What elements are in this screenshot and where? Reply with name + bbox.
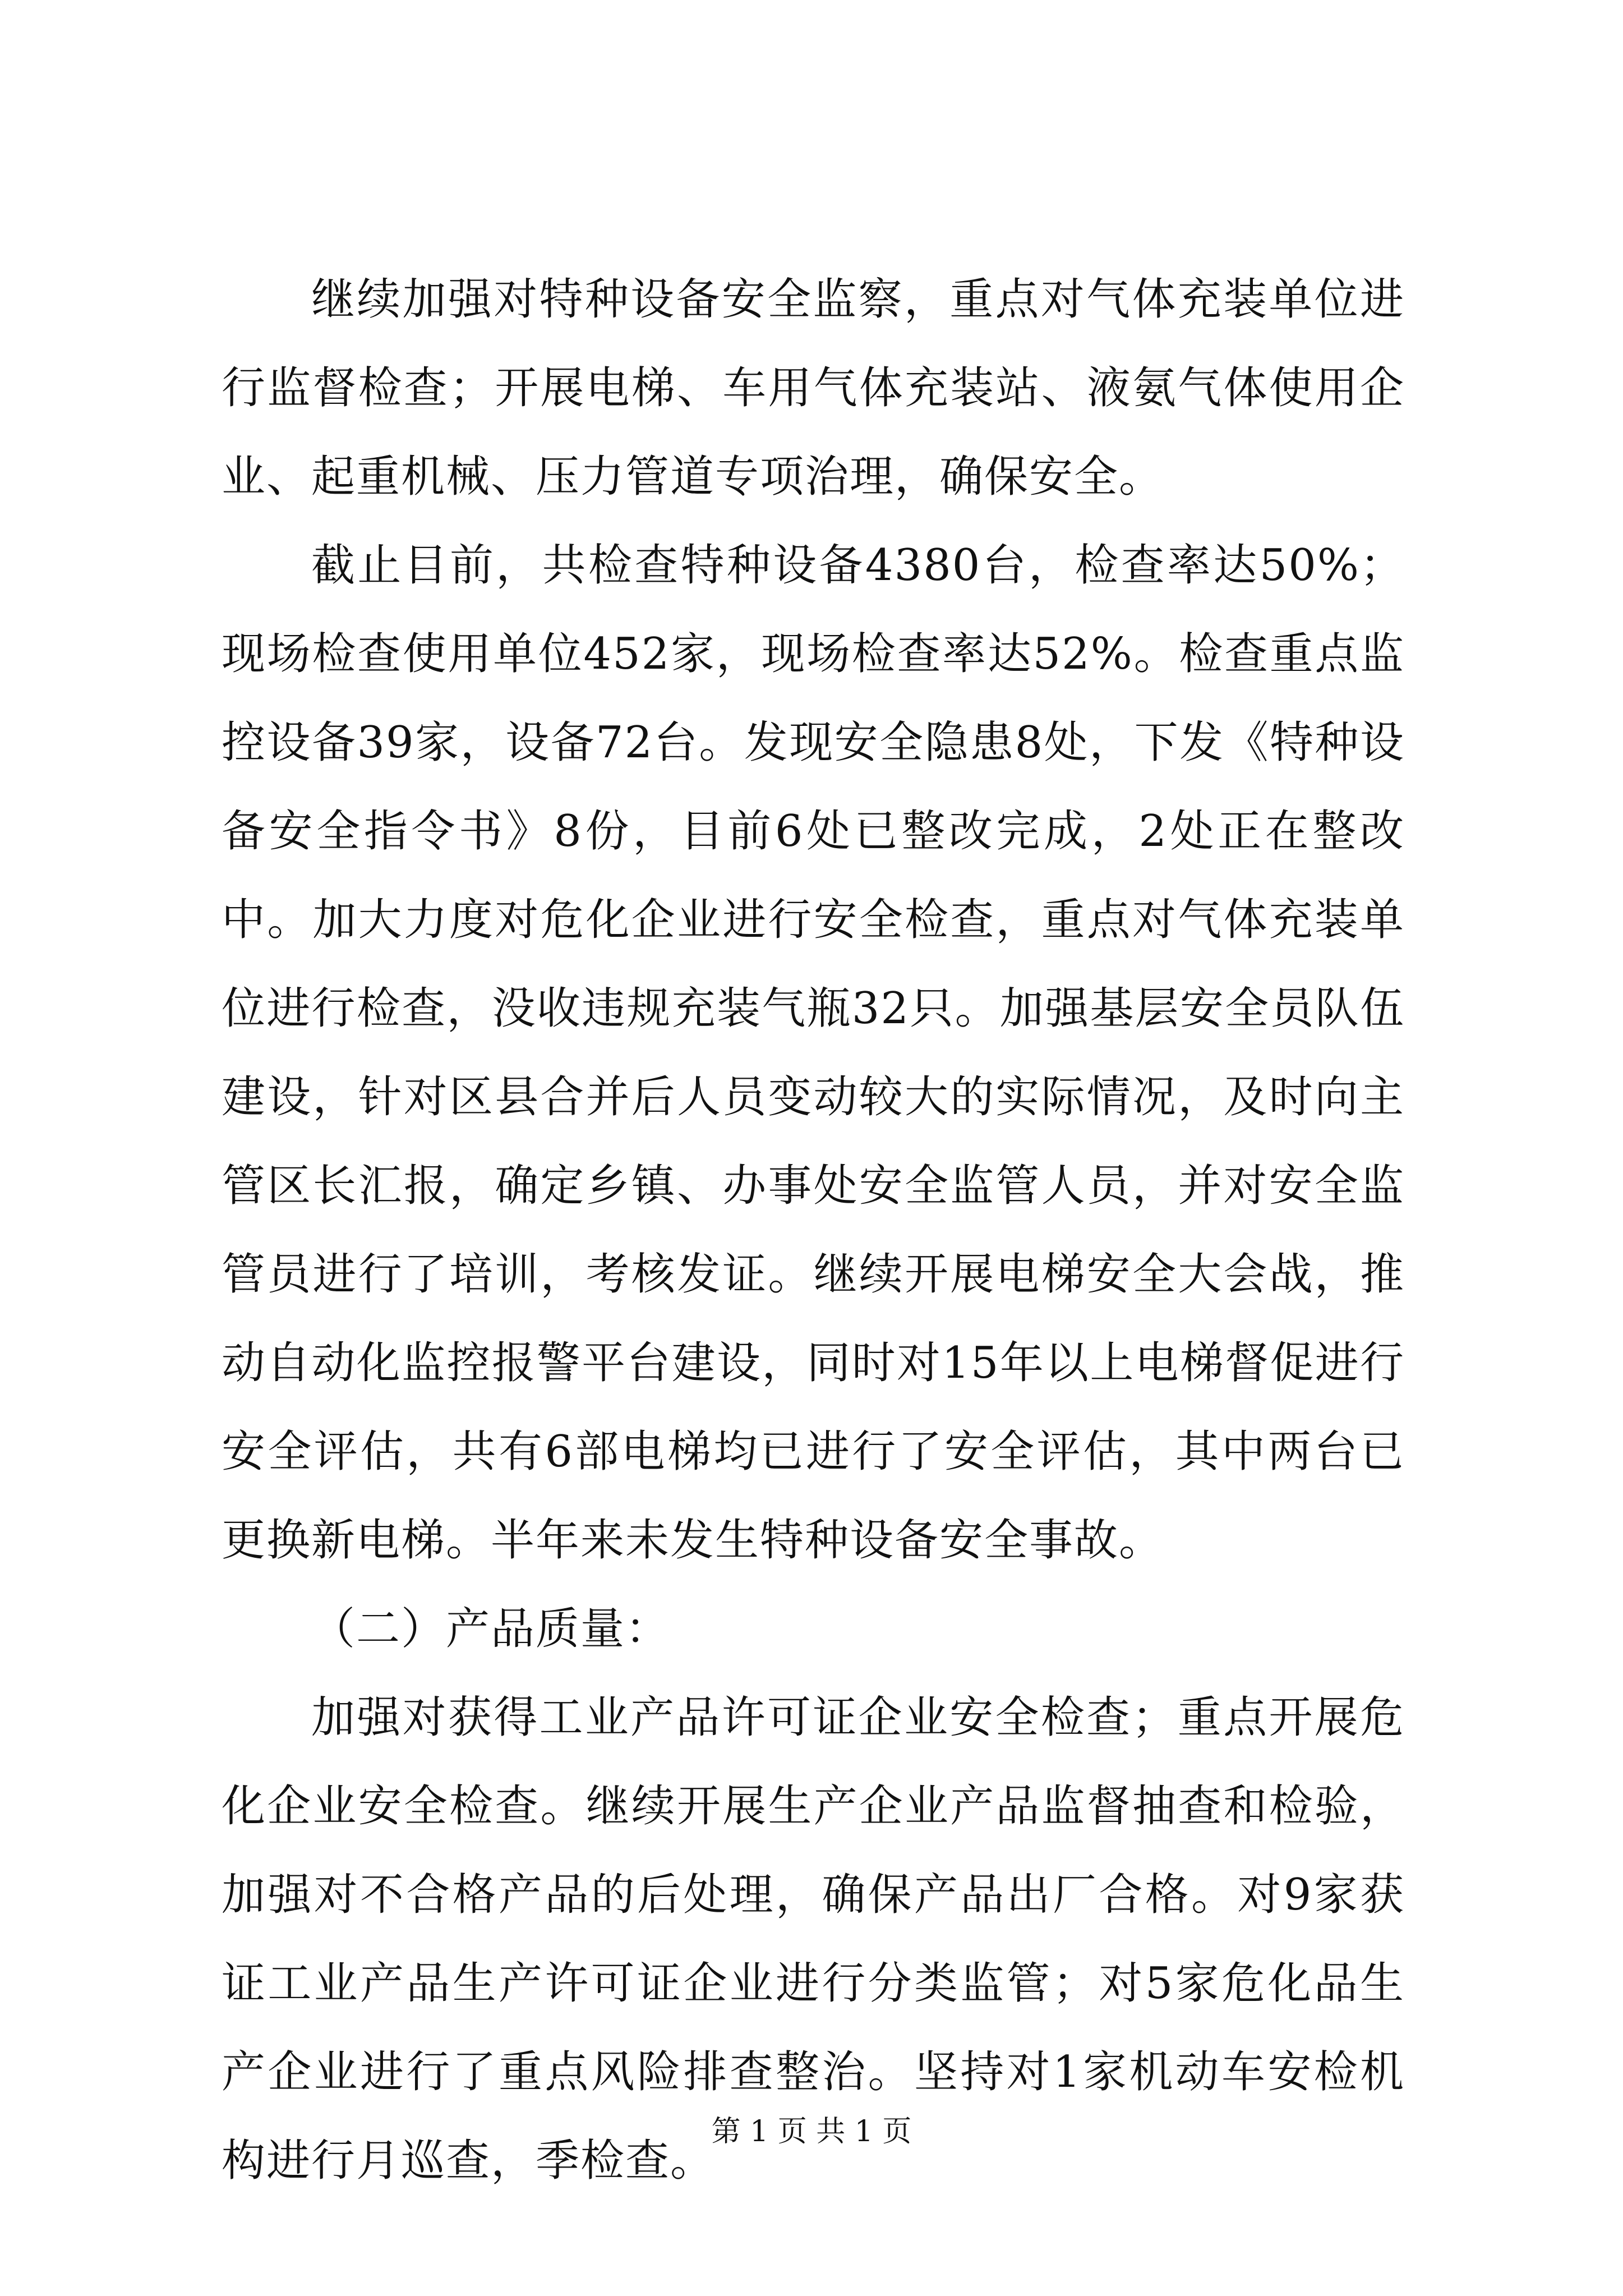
paragraph-special-equipment-supervision: 继续加强对特种设备安全监察，重点对气体充装单位进行监督检查；开展电梯、车用气体充装站、液氨气体使用企业、起重机械、压力管道专项治理，确保安全。 xyxy=(222,274,1405,502)
paragraph-product-quality: 加强对获得工业产品许可证企业安全检查；重点开展危化企业安全检查。继续开展生产企业产品监督抽查和检验，加强对不合格产品的后处理，确保产品出厂合格。对9家获证工业产品生产许可证企业进行分类监管；对5家危化品生产企业进行了重点风险排查整治。坚持对1家机动车安检机构进行月巡查，季检查。 xyxy=(222,1692,1405,2186)
paragraph-inspection-results: 截止目前，共检查特种设备4380台，检查率达50%；现场检查使用单位452家，现场检查率达52%。检查重点监控设备39家，设备72台。发现安全隐患8处，下发《特种设备安全指令书》8份，目前6处已整改完成，2处正在整改中。加大力度对危化企业进行安全检查，重点对气体充装单位进行检查，没收违规充装气瓶32只。加强基层安全员队伍建设，针对区县合并后人员变动较大的实际情况，及时向主管区长汇报，确定乡镇、办事处安全监管人员，并对安全监管员进行了培训，考核发证。继续开展电梯安全大会战，推动自动化监控报警平台建设，同时对15年以上电梯督促进行安全评估，共有6部电梯均已进行了安全评估，其中两台已更换新电梯。半年来未发生特种设备安全事故。 xyxy=(222,540,1405,1566)
section-heading-product-quality: （二）产品质量： xyxy=(311,1604,671,1654)
page-footer: 第 1 页 共 1 页 xyxy=(711,2115,912,2148)
document-body xyxy=(222,255,1405,2205)
